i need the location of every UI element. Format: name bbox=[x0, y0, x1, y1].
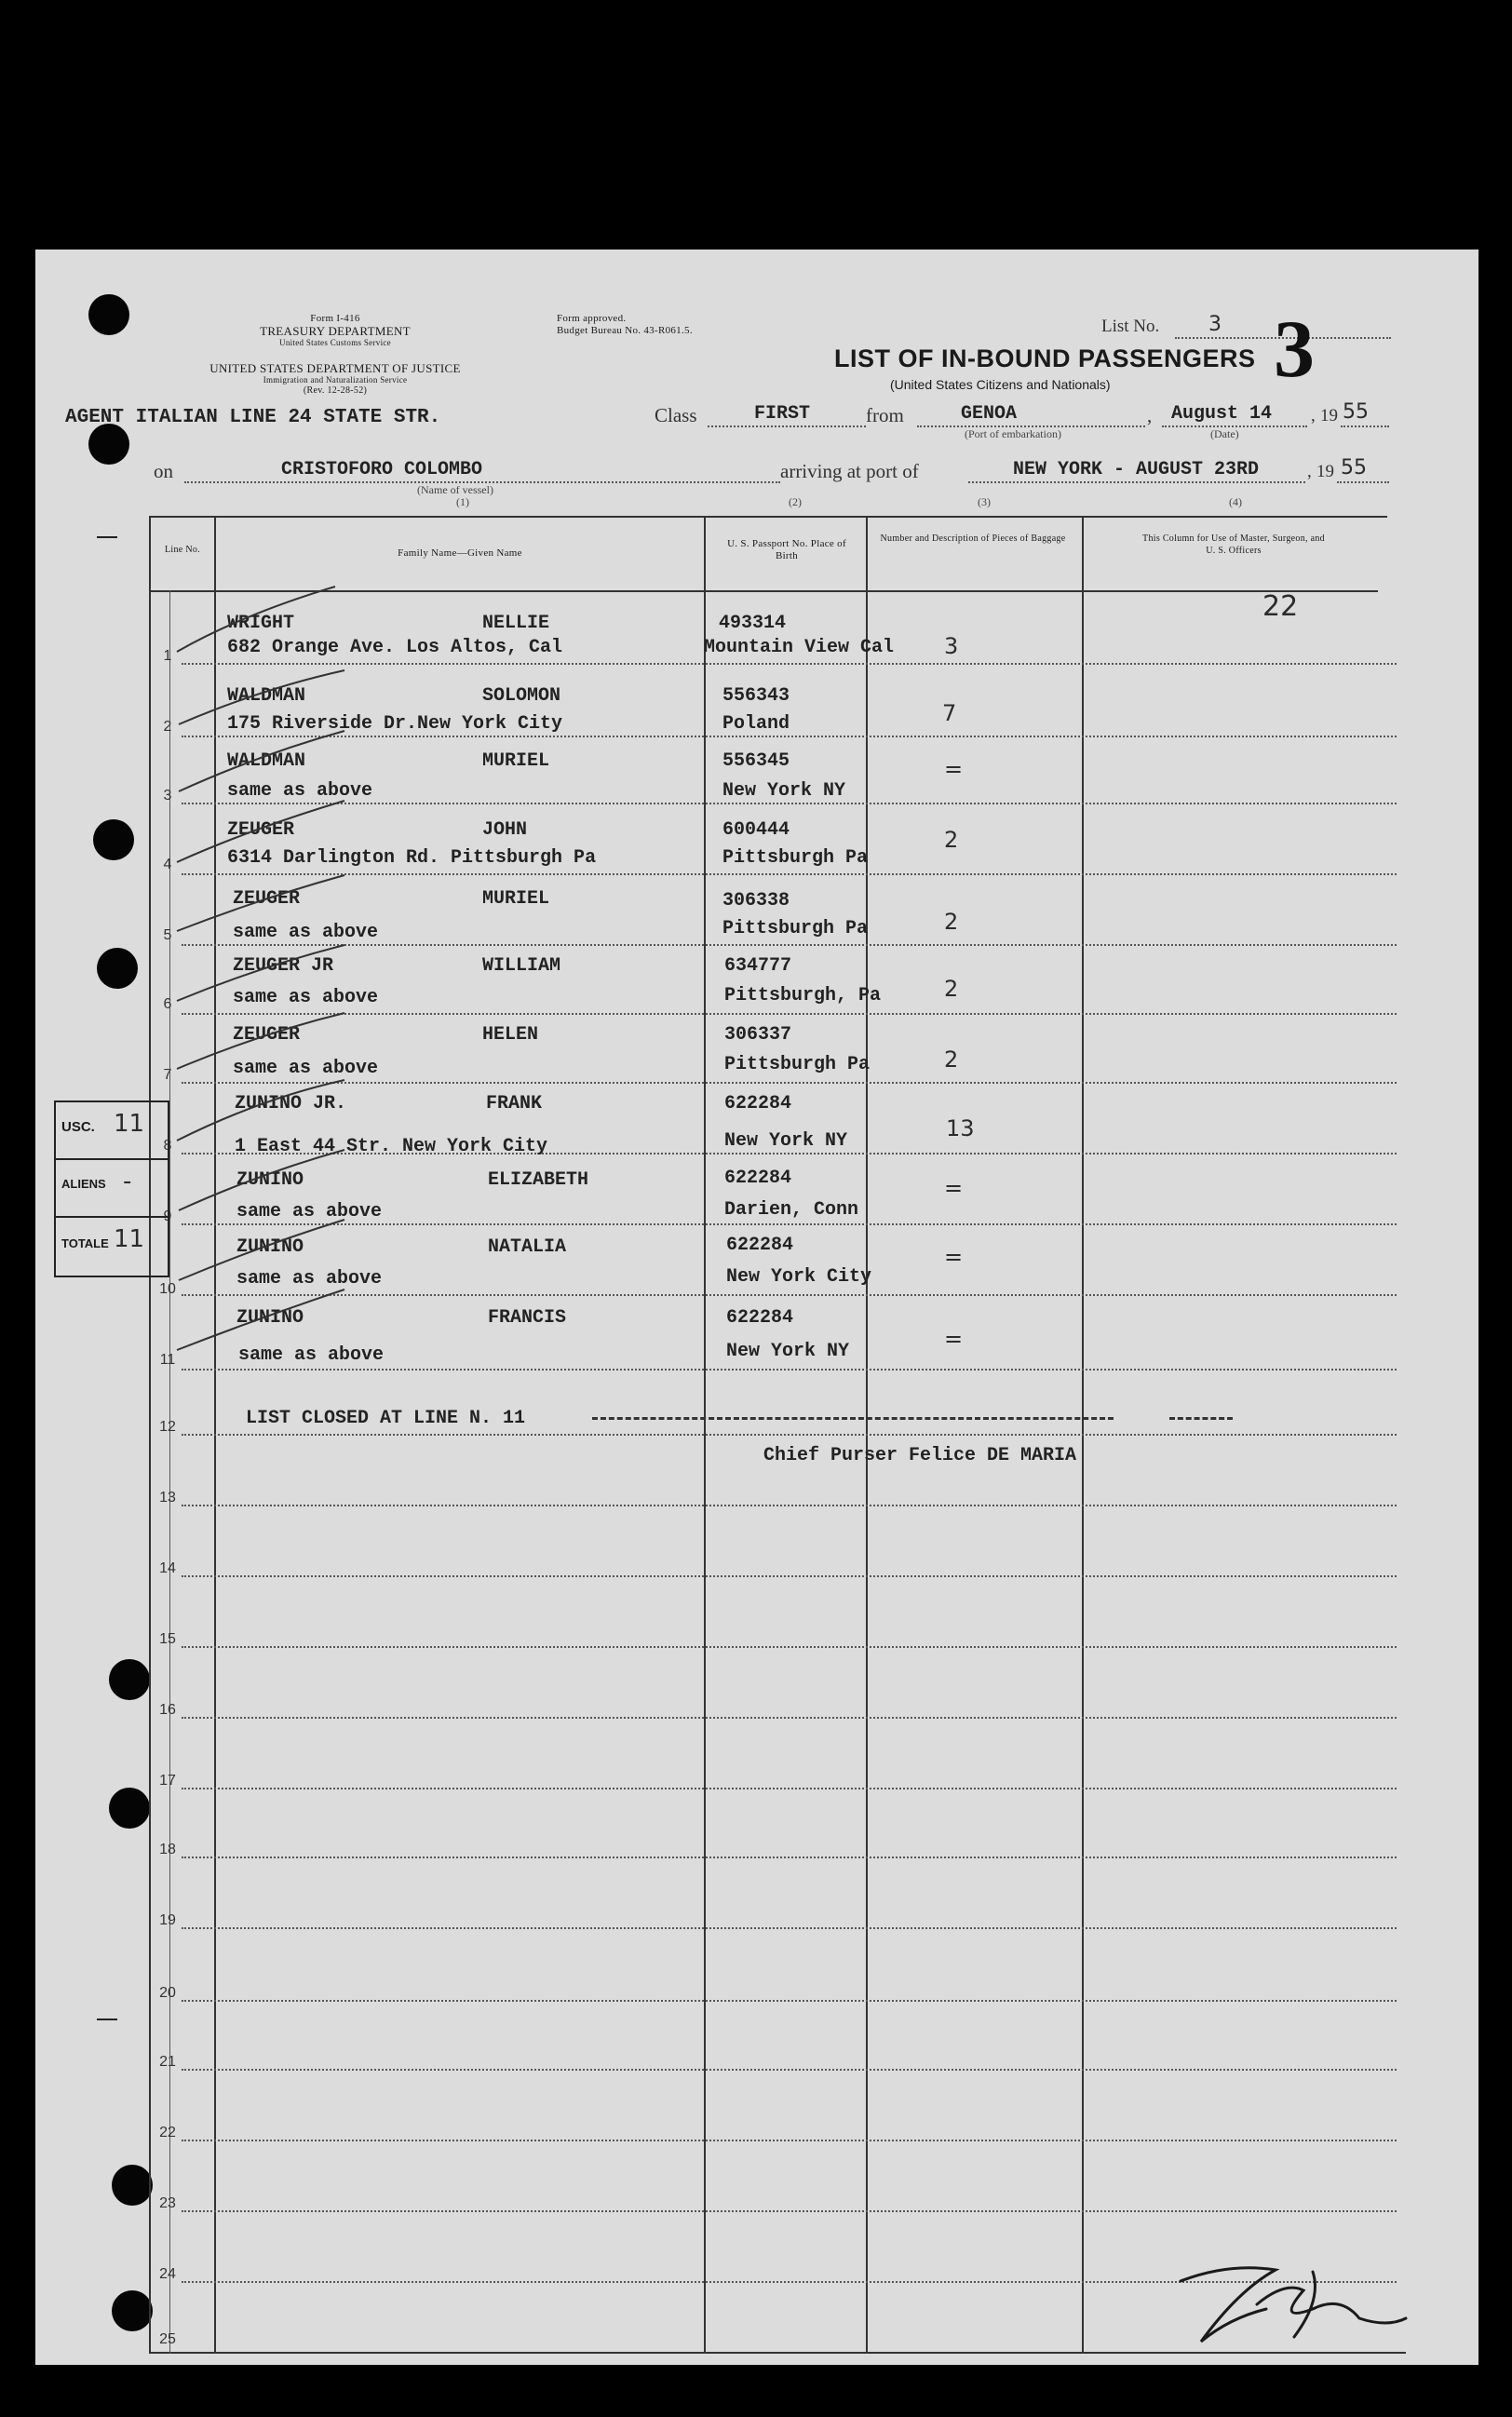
given-name: FRANCIS bbox=[488, 1307, 567, 1329]
check-marks bbox=[158, 577, 493, 1369]
passport-no: 306337 bbox=[724, 1024, 792, 1046]
arrival-year-prefix: 19 bbox=[1316, 462, 1334, 481]
col-header-baggage: Number and Description of Pieces of Baggage bbox=[880, 533, 1066, 544]
place-of-birth: Darien, Conn bbox=[724, 1199, 859, 1221]
family-name: WALDMAN bbox=[227, 750, 306, 772]
address: 175 Riverside Dr.New York City bbox=[227, 713, 563, 735]
date-caption: (Date) bbox=[1210, 427, 1239, 440]
binder-hole bbox=[112, 2290, 153, 2331]
baggage-count: = bbox=[944, 756, 964, 782]
list-no-label: List No. bbox=[1101, 317, 1160, 336]
binder-hole bbox=[88, 424, 129, 465]
justice-dept: UNITED STATES DEPARTMENT OF JUSTICE bbox=[209, 361, 461, 375]
passport-no: 306338 bbox=[722, 890, 790, 911]
revision-date: (Rev. 12-28-52) bbox=[303, 385, 368, 396]
family-name: ZEUGER JR bbox=[233, 955, 334, 977]
list-no-value: 3 bbox=[1208, 313, 1222, 336]
place-of-birth: Pittsburgh, Pa bbox=[724, 985, 882, 1006]
arrival-year: 55 bbox=[1341, 456, 1367, 479]
binder-hole bbox=[109, 1788, 150, 1829]
family-name: WALDMAN bbox=[227, 685, 306, 707]
passport-no: 634777 bbox=[724, 955, 792, 977]
given-name: SOLOMON bbox=[482, 685, 561, 707]
margin-tick bbox=[97, 536, 117, 538]
closing-dash-line bbox=[592, 1417, 1114, 1420]
baggage-count: = bbox=[944, 1175, 964, 1201]
family-name: ZEUGER bbox=[233, 1024, 301, 1046]
baggage-count: = bbox=[944, 1244, 964, 1270]
budget-bureau: Budget Bureau No. 43-R061.5. bbox=[557, 325, 693, 336]
baggage-count: = bbox=[944, 1326, 964, 1352]
line-number: 20 bbox=[159, 1985, 176, 2001]
address: same as above bbox=[233, 987, 379, 1008]
address: 6314 Darlington Rd. Pittsburgh Pa bbox=[227, 847, 597, 869]
line-number: 3 bbox=[163, 788, 172, 803]
vessel-name: CRISTOFORO COLOMBO bbox=[281, 459, 483, 480]
passport-no: 556343 bbox=[722, 685, 790, 707]
big-list-number: 3 bbox=[1274, 304, 1315, 395]
treasury-dept: TREASURY DEPARTMENT bbox=[260, 324, 411, 338]
col-ref-2: (2) bbox=[789, 495, 802, 508]
form-title: LIST OF IN-BOUND PASSENGERS bbox=[834, 344, 1256, 372]
line-number: 21 bbox=[159, 2054, 176, 2070]
family-name: WRIGHT bbox=[227, 613, 295, 634]
address: 1 East 44 Str. New York City bbox=[235, 1136, 548, 1157]
line-number: 13 bbox=[159, 1490, 176, 1506]
baggage-count: 13 bbox=[946, 1115, 975, 1141]
address: same as above bbox=[233, 1058, 379, 1079]
baggage-count: 2 bbox=[944, 909, 959, 935]
year-prefix: 19 bbox=[1320, 406, 1338, 425]
given-name: JOHN bbox=[482, 819, 528, 841]
line-number: 15 bbox=[159, 1631, 176, 1647]
passport-no: 556345 bbox=[722, 750, 790, 772]
family-name: ZUNINO bbox=[236, 1307, 304, 1329]
baggage-count: 2 bbox=[944, 827, 959, 853]
address: same as above bbox=[227, 780, 373, 802]
line-number: 8 bbox=[163, 1138, 172, 1154]
binder-hole bbox=[93, 819, 134, 860]
line-number: 5 bbox=[163, 927, 172, 943]
line-number: 9 bbox=[163, 1208, 172, 1224]
given-name: ELIZABETH bbox=[488, 1169, 589, 1191]
given-name: FRANK bbox=[486, 1093, 543, 1114]
place-of-birth: New York NY bbox=[724, 1130, 848, 1152]
col-ref-1: (1) bbox=[456, 495, 469, 508]
col-header-passport: U. S. Passport No. Place of Birth bbox=[727, 538, 846, 561]
chief-purser: Chief Purser Felice DE MARIA bbox=[763, 1445, 1077, 1466]
line-number: 10 bbox=[159, 1281, 176, 1297]
binder-hole bbox=[112, 2165, 153, 2206]
family-name: ZUNINO bbox=[236, 1169, 304, 1191]
family-name: ZUNINO JR. bbox=[235, 1093, 347, 1114]
port-embark-caption: (Port of embarkation) bbox=[965, 427, 1061, 440]
line-number: 6 bbox=[163, 996, 172, 1012]
line-number: 22 bbox=[159, 2125, 176, 2140]
col-ref-4: (4) bbox=[1229, 495, 1242, 508]
usc-value: 11 bbox=[114, 1110, 145, 1138]
arrival-port: NEW YORK - AUGUST 23RD bbox=[1013, 459, 1260, 480]
line-number: 16 bbox=[159, 1702, 176, 1718]
class-label: Class bbox=[655, 404, 697, 426]
baggage-count: 7 bbox=[942, 700, 957, 726]
line-number: 17 bbox=[159, 1773, 176, 1789]
passport-no: 600444 bbox=[722, 819, 790, 841]
class-value: FIRST bbox=[754, 403, 811, 425]
passport-no: 493314 bbox=[719, 613, 787, 634]
address: same as above bbox=[236, 1201, 383, 1222]
passport-no: 622284 bbox=[726, 1235, 794, 1256]
list-closed-note: LIST CLOSED AT LINE N. 11 bbox=[246, 1408, 526, 1429]
signature bbox=[1173, 2253, 1415, 2356]
passport-no: 622284 bbox=[726, 1307, 794, 1329]
given-name: MURIEL bbox=[482, 750, 550, 772]
date-value: August 14 bbox=[1171, 403, 1273, 425]
family-name: ZEUGER bbox=[233, 888, 301, 910]
family-name: ZUNINO bbox=[236, 1236, 304, 1258]
family-name: ZEUGER bbox=[227, 819, 295, 841]
arriving-label: arriving at port of bbox=[780, 460, 919, 482]
address: same as above bbox=[236, 1268, 383, 1290]
address: same as above bbox=[238, 1344, 385, 1366]
line-number: 7 bbox=[163, 1067, 172, 1083]
ins-service: Immigration and Naturalization Service bbox=[263, 375, 408, 385]
address: 682 Orange Ave. Los Altos, Cal bbox=[227, 637, 563, 658]
given-name: MURIEL bbox=[482, 888, 550, 910]
form-approved: Form approved. bbox=[557, 313, 627, 324]
aliens-label: ALIENS bbox=[61, 1177, 106, 1191]
officer-note: 22 bbox=[1262, 590, 1299, 623]
total-label: TOTALE bbox=[61, 1236, 109, 1250]
line-number: 23 bbox=[159, 2195, 176, 2211]
place-of-birth: Poland bbox=[722, 713, 790, 735]
line-number: 19 bbox=[159, 1912, 176, 1928]
place-of-birth: New York NY bbox=[726, 1341, 850, 1362]
binder-hole bbox=[109, 1659, 150, 1700]
line-number: 18 bbox=[159, 1842, 176, 1857]
place-of-birth: Mountain View Cal bbox=[704, 637, 895, 658]
agent-line: AGENT ITALIAN LINE 24 STATE STR. bbox=[65, 407, 441, 428]
aliens-value: - bbox=[123, 1168, 132, 1195]
baggage-count: 2 bbox=[944, 1046, 959, 1073]
usc-label: USC. bbox=[61, 1119, 95, 1135]
passport-no: 622284 bbox=[724, 1168, 792, 1189]
binder-hole bbox=[88, 294, 129, 335]
baggage-count: 3 bbox=[944, 633, 959, 659]
place-of-birth: New York NY bbox=[722, 780, 846, 802]
address: same as above bbox=[233, 922, 379, 943]
line-number: 24 bbox=[159, 2266, 176, 2282]
place-of-birth: Pittsburgh Pa bbox=[722, 918, 869, 939]
from-label: from bbox=[866, 404, 904, 426]
baggage-count: 2 bbox=[944, 976, 959, 1002]
line-number: 11 bbox=[159, 1352, 176, 1368]
on-label: on bbox=[154, 460, 173, 482]
closing-dash-line bbox=[1169, 1417, 1233, 1420]
customs-service: United States Customs Service bbox=[279, 338, 391, 347]
col-header-name: Family Name—Given Name bbox=[398, 547, 522, 559]
vessel-caption: (Name of vessel) bbox=[417, 483, 493, 496]
col-header-line-no: Line No. bbox=[165, 545, 200, 555]
given-name: NELLIE bbox=[482, 613, 550, 634]
col-header-officers: This Column for Use of Master, Surgeon, and U. S. Officers bbox=[1142, 533, 1325, 556]
place-of-birth: New York City bbox=[726, 1266, 872, 1288]
place-of-birth: Pittsburgh Pa bbox=[722, 847, 869, 869]
line-number: 2 bbox=[163, 719, 172, 735]
place-of-birth: Pittsburgh Pa bbox=[724, 1054, 871, 1075]
count-stamp bbox=[54, 1100, 169, 1277]
line-number: 1 bbox=[163, 648, 172, 664]
total-value: 11 bbox=[114, 1225, 145, 1253]
col-ref-3: (3) bbox=[978, 495, 991, 508]
given-name: NATALIA bbox=[488, 1236, 567, 1258]
form-number: Form I-416 bbox=[310, 313, 360, 324]
margin-tick bbox=[97, 2019, 117, 2020]
binder-hole bbox=[97, 948, 138, 989]
given-name: HELEN bbox=[482, 1024, 539, 1046]
line-number: 14 bbox=[159, 1560, 176, 1576]
given-name: WILLIAM bbox=[482, 955, 561, 977]
line-number: 25 bbox=[159, 2331, 176, 2347]
passport-no: 622284 bbox=[724, 1093, 792, 1114]
form-subtitle: (United States Citizens and Nationals) bbox=[890, 377, 1111, 392]
line-number: 4 bbox=[163, 857, 172, 872]
year-value: 55 bbox=[1343, 400, 1369, 424]
line-number: 12 bbox=[159, 1419, 176, 1435]
port-embarkation: GENOA bbox=[961, 403, 1018, 425]
